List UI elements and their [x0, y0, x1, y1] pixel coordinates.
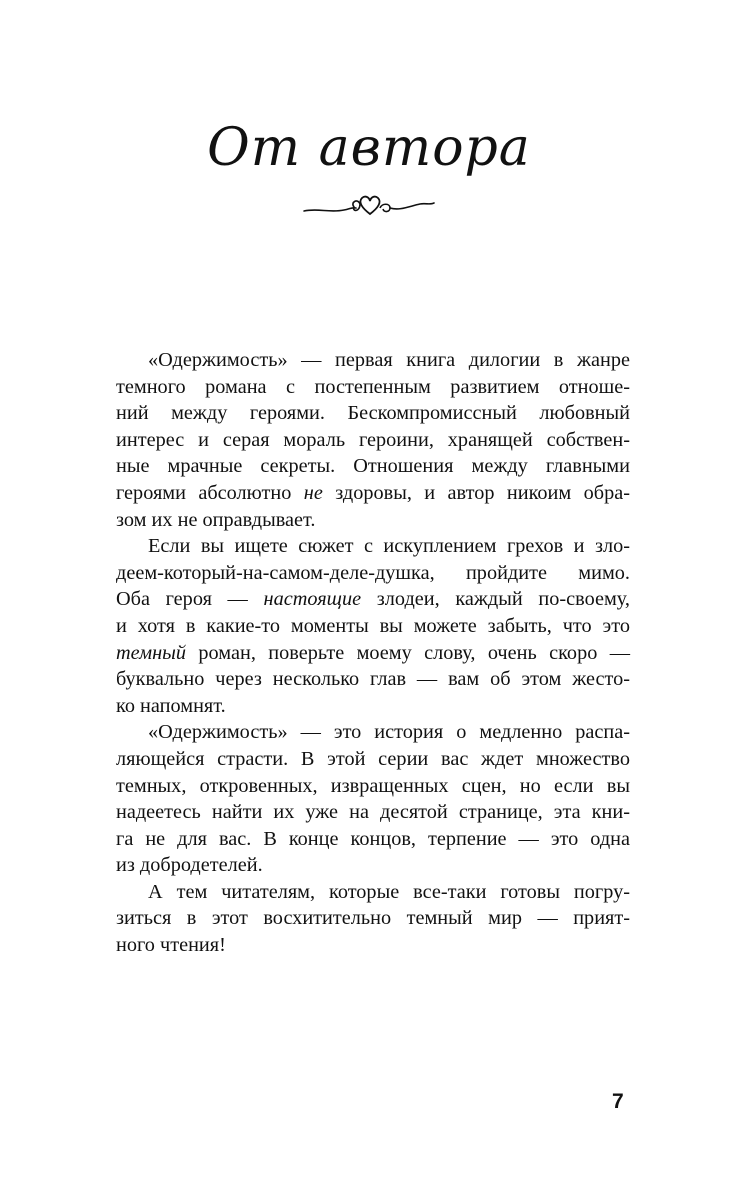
- text-line: [116, 905, 630, 932]
- text-segment: темных, откровенных, извращенных сцен, но если вы: [116, 774, 630, 797]
- text-line: [116, 799, 630, 826]
- text-line: [116, 560, 630, 587]
- text-line: [116, 932, 630, 959]
- text-segment: «Одержимость» — это история о медленно распа-: [148, 721, 630, 744]
- text-line: [116, 480, 630, 507]
- text-line: [116, 852, 630, 879]
- chapter-title: От автора: [207, 118, 531, 178]
- text-segment: героями абсолютно: [116, 481, 304, 504]
- text-line: [116, 746, 630, 773]
- paragraph: [116, 533, 630, 719]
- text-line: [116, 453, 630, 480]
- text-segment: надеетесь найти их уже на десятой странице, эта кни-: [116, 801, 630, 824]
- emphasis-text: настоящие: [263, 588, 362, 611]
- text-line: [116, 693, 630, 720]
- text-segment: и хотя в какие-то моменты вы можете забыть, что это: [116, 614, 630, 637]
- emphasis-text: темный: [116, 641, 187, 664]
- text-segment: буквально через несколько глав — вам об этом жесто-: [116, 668, 630, 691]
- text-line: [116, 347, 630, 374]
- paragraph: [116, 347, 630, 533]
- text-line: [116, 533, 630, 560]
- text-segment: «Одержимость» — первая книга дилогии в жанре: [148, 349, 630, 371]
- text-segment: Если вы ищете сюжет с искуплением грехов и зло-: [148, 535, 630, 558]
- text-line: [116, 719, 630, 746]
- text-segment: ного чтения!: [116, 934, 226, 957]
- text-segment: злодеи, каждый по-своему,: [361, 588, 630, 611]
- text-segment: ний между героями. Бескомпромиссный любовный: [116, 402, 630, 425]
- text-segment: темного романа с постепенным развитием отноше-: [116, 375, 630, 398]
- text-line: [116, 773, 630, 800]
- text-line: [116, 586, 630, 613]
- text-segment: А тем читателям, которые все-таки готовы погру-: [148, 880, 630, 903]
- text-segment: интерес и серая мораль героини, хранящей собствен-: [116, 428, 630, 451]
- text-segment: зиться в этот восхитительно темный мир — прият-: [116, 907, 630, 930]
- text-line: [116, 613, 630, 640]
- text-segment: га не для вас. В конце концов, терпение — это одна: [116, 827, 630, 850]
- text-line: [116, 879, 630, 906]
- heart-flourish-icon: [300, 192, 440, 222]
- text-line: [116, 427, 630, 454]
- text-line: [116, 374, 630, 401]
- text-segment: Оба героя —: [116, 588, 264, 611]
- text-segment: ко напомнят.: [116, 694, 226, 717]
- text-line: [116, 507, 630, 534]
- text-segment: роман, поверьте моему слову, очень скоро —: [186, 641, 630, 664]
- text-segment: зом их не оправдывает.: [116, 508, 316, 531]
- text-segment: здоровы, и автор никоим обра-: [322, 481, 630, 504]
- text-segment: из добродетелей.: [116, 854, 263, 877]
- text-segment: ные мрачные секреты. Отношения между главными: [116, 455, 630, 478]
- text-line: [116, 400, 630, 427]
- author-note-text: [116, 347, 630, 959]
- paragraph: [116, 879, 630, 959]
- text-segment: деем-который-на-самом-деле-душка, пройдите мимо.: [116, 561, 630, 584]
- page-number: 7: [612, 1090, 624, 1113]
- text-segment: ляющейся страсти. В этой серии вас ждет множество: [116, 747, 630, 770]
- emphasis-text: не: [303, 481, 323, 504]
- text-line: [116, 640, 630, 667]
- text-line: [116, 666, 630, 693]
- text-line: [116, 826, 630, 853]
- paragraph: [116, 719, 630, 879]
